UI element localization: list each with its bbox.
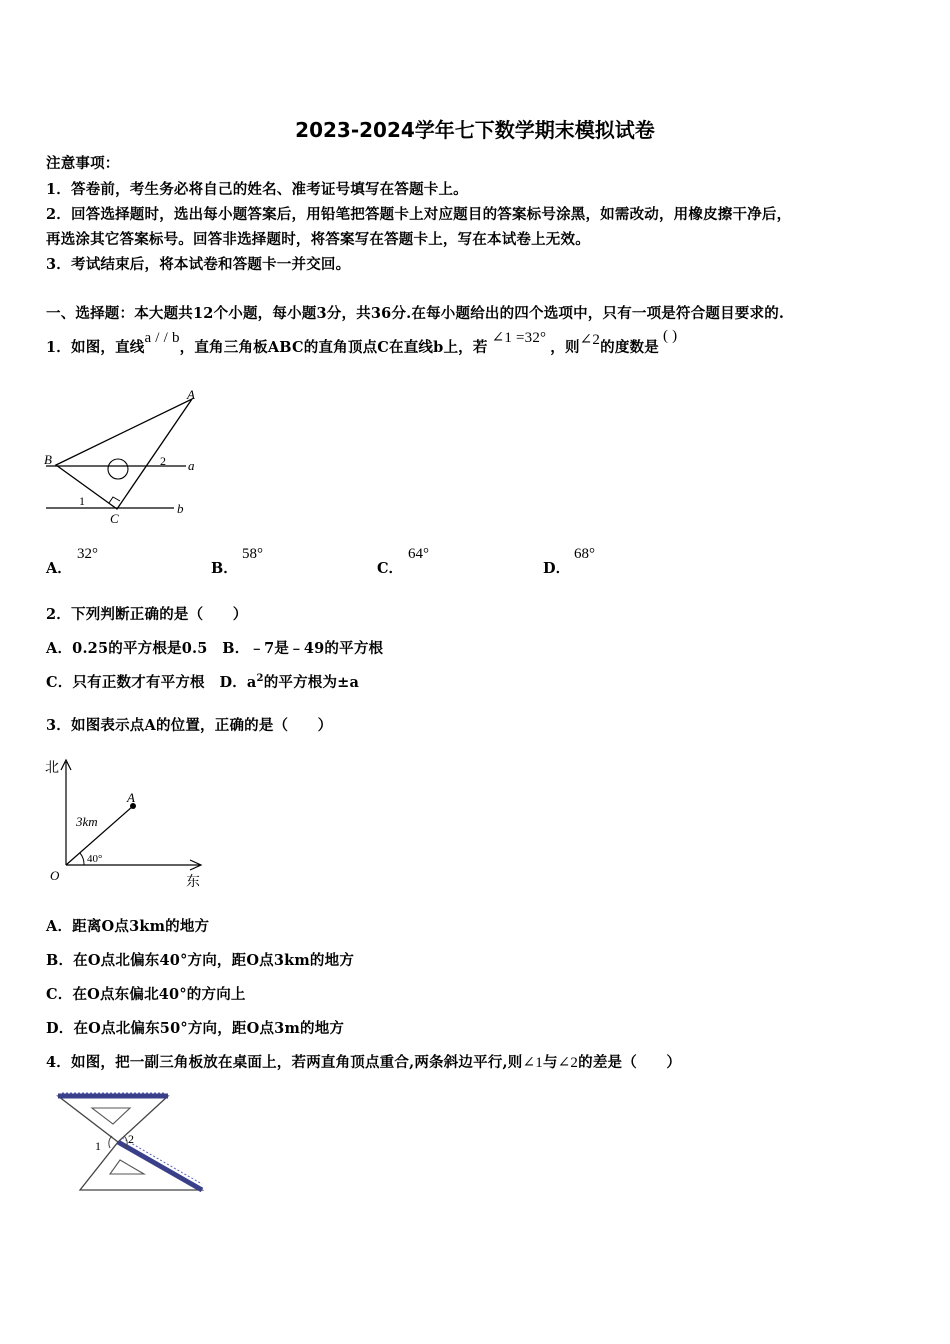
q1-option-d-label[interactable]: D． [543,560,571,577]
q3-label-north: 北 [45,761,59,776]
q1-answer-bracket: ( ) [662,328,678,344]
q2-options-cd[interactable] [46,671,359,692]
q1-math-angle2: ∠2 [579,332,601,348]
q1-figure [40,385,200,530]
q4-label-1: 1 [95,1139,101,1153]
notice-item-3: 3．考试结束后，将本试卷和答题卡一并交回。 [46,256,351,273]
q4-text-2: 与 [542,1054,558,1071]
question-2-stem: 2．下列判断正确的是（ ） [46,606,248,623]
q4-math-angle1: ∠1 [522,1055,543,1071]
q1-option-a-label[interactable]: A． [46,560,72,577]
q3-option-c[interactable]: C．在O点东偏北40°的方向上 [46,986,246,1003]
q1-text-2: ，直角三角板ABC的直角顶点C在直线b上，若 [179,339,488,356]
notice-item-2: 2．回答选择题时，选出每小题答案后，用铅笔把答题卡上对应题目的答案标号涂黑，如需改动，用橡皮擦干净后， [46,206,792,223]
q3-option-a[interactable]: A．距离O点3km的地方 [46,918,210,935]
q1-label-2: 2 [160,454,166,468]
q1-label-A: A [187,387,195,402]
q3-label-origin: O [50,868,60,883]
section-heading: 一、选择题：本大题共12个小题，每小题3分，共36分.在每小题给出的四个选项中，只有一项是符合题目要求的. [46,305,785,322]
question-4-stem [46,1051,681,1072]
q2-option-cd-text: C．只有正数才有平方根 D．a [46,674,257,691]
q1-label-C: C [110,511,119,526]
notice-item-2-cont: 再选涂其它答案标号。回答非选择题时，将答案写在答题卡上，写在本试卷上无效。 [46,231,590,248]
q1-text-4: 的度数是 [600,339,659,356]
q4-text-1: 4．如图，把一副三角板放在桌面上，若两直角顶点重合,两条斜边平行,则 [46,1054,523,1071]
q1-option-b-value: 58° [242,546,263,562]
q1-option-d-value: 68° [574,546,595,562]
q4-label-2: 2 [128,1132,134,1146]
q1-text-3: ，则 [550,339,580,356]
q1-text-1: 1．如图，直线 [46,339,145,356]
q3-label-angle: 40° [87,853,103,865]
q1-label-b: b [177,501,184,516]
q1-option-a-value: 32° [77,546,98,562]
q1-option-c-label[interactable]: C． [377,560,404,577]
q1-math-parallel: a / / b [144,330,180,346]
q1-option-b-label[interactable]: B． [211,560,238,577]
q4-figure [50,1088,210,1198]
q3-label-distance: 3km [76,814,98,829]
q2-options-ab[interactable]: A．0.25的平方根是0.5 B．﹣7是﹣49的平方根 [46,640,384,657]
q3-option-b[interactable]: B．在O点北偏东40°方向，距O点3km的地方 [46,952,355,969]
page-title: 2023-2024学年七下数学期末模拟试卷 [295,118,655,142]
question-3-stem: 3．如图表示点A的位置，正确的是（ ） [46,717,333,734]
q1-label-a: a [188,458,195,473]
q3-figure [40,752,210,892]
q2-option-d-rest: 的平方根为±a [263,674,360,691]
q1-option-c-value: 64° [408,546,429,562]
q4-math-angle2: ∠2 [557,1055,579,1071]
q4-text-3: 的差是（ ） [578,1054,682,1071]
notice-item-1: 1．答卷前，考生务必将自己的姓名、准考证号填写在答题卡上。 [46,181,468,198]
notice-heading: 注意事项： [46,155,120,172]
question-1-stem [46,328,678,357]
q3-label-east: 东 [186,875,200,890]
q1-math-angle1: ∠1 =32° [491,330,547,346]
q3-option-d[interactable]: D．在O点北偏东50°方向，距O点3m的地方 [46,1020,345,1037]
q2-superscript: 2 [256,673,264,685]
q3-label-A: A [127,790,135,805]
q1-label-B: B [44,452,52,467]
q1-label-1: 1 [79,494,85,508]
